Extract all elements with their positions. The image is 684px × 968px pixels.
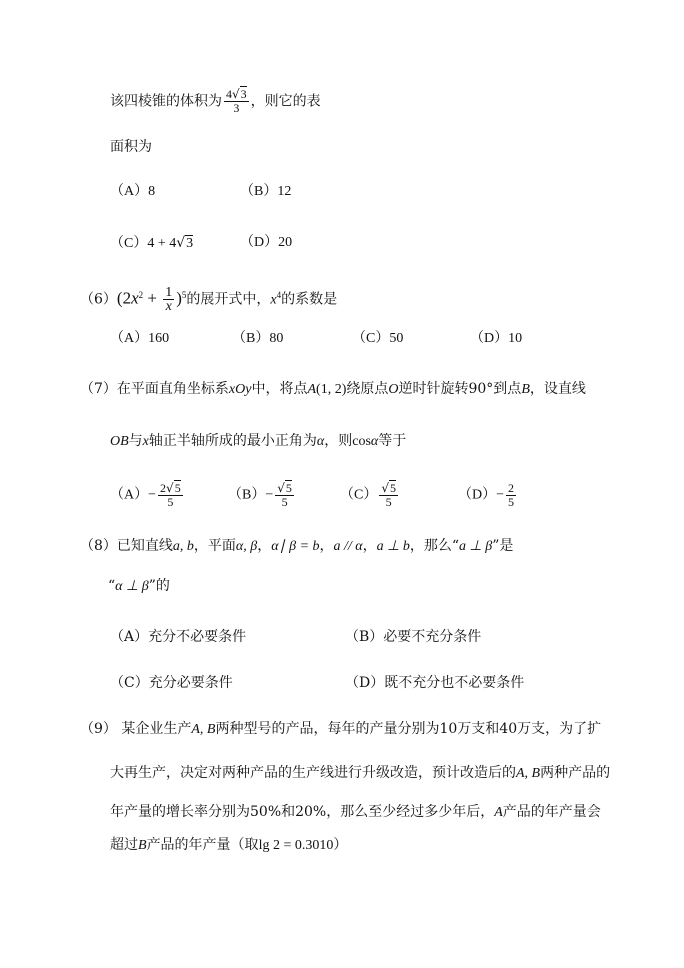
q6-option-b-value: 80	[269, 331, 284, 346]
q6-option-b	[232, 330, 283, 348]
q5-option-a	[110, 183, 155, 201]
q5-stem-line1	[110, 88, 321, 115]
q7-point-a: A	[307, 382, 317, 397]
q7-alpha-2: α	[370, 434, 379, 449]
q7-minus-b: −	[265, 487, 274, 503]
q9-line-3	[110, 803, 601, 822]
q8-number: （8）	[80, 538, 117, 554]
q6-option-c	[352, 330, 403, 348]
q5-option-b-label: （B）	[240, 184, 278, 199]
q7-line-ob: OB	[110, 434, 129, 449]
q7-option-b	[228, 482, 296, 509]
q9-line-2a: 大再生产，决定对两种产品的生产线进行升级改造，预计改造后的	[110, 765, 516, 781]
q7-x-axis: x	[142, 434, 149, 449]
q8-option-a: （A）充分不必要条件	[110, 629, 247, 645]
q6-expr-pow: 5	[181, 290, 187, 300]
q8-text-7: ”是	[492, 538, 514, 554]
q8-relation-4: a ⊥ β	[459, 539, 493, 554]
q8-stem-line1	[80, 537, 513, 556]
q5-volume-num: 4	[226, 87, 232, 101]
q7-text-4: 逆时针旋转90°到点	[398, 381, 522, 397]
q9-line-4	[110, 836, 347, 855]
q6-option-a-label: （A）	[110, 331, 149, 346]
q6-expr-one: 1	[165, 285, 173, 301]
q7-minus-a: −	[148, 487, 157, 503]
q6-stem-mid: 的展开式中，	[186, 291, 271, 308]
q9-line-2	[110, 764, 610, 783]
q7-cos: cos	[352, 434, 371, 449]
q6-option-c-label: （C）	[352, 331, 390, 346]
q7-text-2: 中，将点	[251, 381, 308, 397]
q6-x4-exp: 4	[276, 290, 282, 300]
q7-option-c	[340, 482, 400, 509]
sqrt-icon: √	[232, 87, 240, 101]
q9-line-1a: 某企业生产	[116, 721, 192, 737]
q5-option-c-label: （C）	[110, 236, 148, 251]
q6-expr-x: x	[131, 288, 139, 308]
q7-option-a-num: 2	[160, 481, 167, 495]
q7-text-9: 等于	[378, 433, 407, 449]
q9-line-4c: ）	[333, 837, 348, 853]
q7-option-c-rad: 5	[390, 481, 396, 495]
q5-stem-line2: 面积为	[110, 139, 152, 155]
q7-option-b-label: （B）	[228, 487, 266, 503]
q5-volume-fraction	[224, 88, 249, 115]
q9-line-4b: 产品的年产量（取	[146, 837, 259, 853]
q7-point-b: B	[521, 382, 530, 397]
q7-option-d-label: （D）	[458, 487, 497, 503]
q7-coord: (1, 2)	[316, 382, 347, 397]
q9-number: （9）	[80, 721, 117, 737]
q5-option-b-value: 12	[277, 184, 292, 199]
q7-option-b-fraction	[275, 482, 294, 509]
q8-planes: α, β	[235, 539, 258, 554]
q6-expr-sq: 2	[138, 290, 144, 300]
q8-text-4: ，	[319, 538, 334, 554]
q7-text-3: 绕原点	[346, 381, 389, 397]
q8-lines-ab: a, b	[172, 539, 194, 554]
q8-option-c: （C）充分必要条件	[110, 675, 233, 691]
q9-line-1	[80, 720, 601, 739]
q5-option-c-value: 4 + 4	[147, 236, 177, 251]
q8-text-3: ，	[257, 538, 272, 554]
q6-expr-den: x	[165, 299, 172, 315]
q7-stem-line2	[110, 432, 406, 451]
q8-relation-2: a // α	[333, 539, 363, 554]
q8-text-5: ，	[362, 538, 377, 554]
q9-ab-1: A, B	[191, 722, 216, 737]
q7-option-a-fraction	[158, 482, 183, 509]
q6-stem	[80, 286, 337, 313]
q9-a-3: A	[494, 805, 503, 820]
q6-option-d-label: （D）	[470, 331, 509, 346]
q6-expr-lead: (2	[116, 288, 132, 308]
q6-x4-base: x	[270, 292, 277, 308]
q7-option-b-rad: 5	[285, 481, 292, 495]
q8-text-6: ，那么“	[409, 538, 460, 554]
q9-line-3a: 年产量的增长率分别为50%和20%，那么至少经过多少年后，	[110, 804, 495, 820]
q7-stem-line1	[80, 380, 586, 399]
q7-number: （7）	[80, 381, 117, 397]
q5-volume-rad: 3	[240, 87, 247, 101]
q7-text-1: 在平面直角坐标系	[116, 381, 229, 397]
q6-option-d	[470, 330, 522, 348]
q7-alpha: α	[316, 434, 325, 449]
q7-option-a-label: （A）	[110, 487, 149, 503]
q9-line-4a: 超过	[110, 837, 138, 853]
q9-ab-2: A, B	[516, 766, 541, 781]
q5-option-b	[240, 183, 291, 201]
q6-option-d-value: 10	[508, 331, 523, 346]
q7-text-6: 与	[128, 433, 143, 449]
q7-text-8: ，则	[324, 433, 353, 449]
q7-text-5: ，设直线	[529, 381, 586, 397]
q7-option-d	[458, 482, 518, 509]
q9-b-4: B	[138, 838, 147, 853]
q7-option-a	[110, 482, 185, 509]
q5-option-a-label: （A）	[110, 184, 149, 199]
q8-stem-line2	[108, 577, 170, 596]
sqrt-icon: √	[381, 481, 389, 495]
q9-lg: lg 2 = 0.3010	[258, 838, 334, 853]
q5-option-a-value: 8	[148, 184, 156, 199]
q7-option-d-num: 2	[508, 481, 515, 495]
q5-stem-prefix: 该四棱锥的体积为	[110, 93, 222, 110]
q5-option-d	[240, 234, 292, 252]
q7-option-d-den: 5	[508, 495, 515, 509]
q7-option-a-den: 5	[167, 495, 174, 509]
q5-stem-suffix: ，则它的表	[250, 93, 321, 110]
q6-number: （6）	[80, 291, 117, 308]
q5-option-d-value: 20	[278, 235, 293, 250]
q9-line-1b: 两种型号的产品，每年的产量分别为10万支和40万支，为了扩	[215, 721, 602, 737]
q8-relation-5: α ⊥ β	[115, 579, 149, 594]
q6-option-b-label: （B）	[232, 331, 270, 346]
q8-relation-3: a ⊥ b	[376, 539, 410, 554]
q6-option-c-value: 50	[389, 331, 404, 346]
q6-stem-end: 的系数是	[281, 291, 338, 308]
sqrt-icon: √	[166, 481, 174, 495]
q8-quote-close: ”的	[148, 578, 170, 594]
q6-option-a	[110, 330, 169, 348]
q8-text-1: 已知直线	[116, 538, 173, 554]
q7-option-b-den: 5	[281, 495, 288, 509]
q8-text-2: ，平面	[193, 538, 236, 554]
q7-option-d-fraction	[506, 482, 516, 509]
sqrt-icon: √	[176, 235, 186, 251]
q7-option-c-fraction	[379, 482, 398, 509]
q7-origin-o: O	[388, 382, 399, 397]
q5-volume-den: 3	[233, 101, 240, 115]
sqrt-icon: √	[277, 481, 285, 495]
q9-line-3b: 产品的年产量会	[502, 804, 601, 820]
q8-option-d: （D）既不充分也不必要条件	[345, 675, 525, 691]
q7-option-c-den: 5	[385, 495, 392, 509]
q7-option-c-label: （C）	[340, 487, 378, 503]
q6-expr-fraction	[163, 286, 174, 313]
q5-option-c	[110, 234, 193, 253]
q8-relation-1: α∣ β = b	[271, 539, 320, 554]
q7-text-7: 轴正半轴所成的最小正角为	[148, 433, 317, 449]
q5-option-c-rad: 3	[186, 236, 194, 251]
q5-option-d-label: （D）	[240, 235, 279, 250]
q9-line-2b: 两种产品的	[540, 765, 611, 781]
q8-quote-open: “	[108, 578, 116, 594]
q7-xoy: xOy	[228, 382, 252, 397]
q7-minus-d: −	[496, 487, 505, 503]
q6-option-a-value: 160	[148, 331, 170, 346]
q6-expr-plus: +	[143, 288, 162, 308]
q7-option-a-rad: 5	[174, 481, 181, 495]
q6-expr-close: )	[176, 288, 182, 308]
q8-option-b: （B）必要不充分条件	[345, 629, 482, 645]
